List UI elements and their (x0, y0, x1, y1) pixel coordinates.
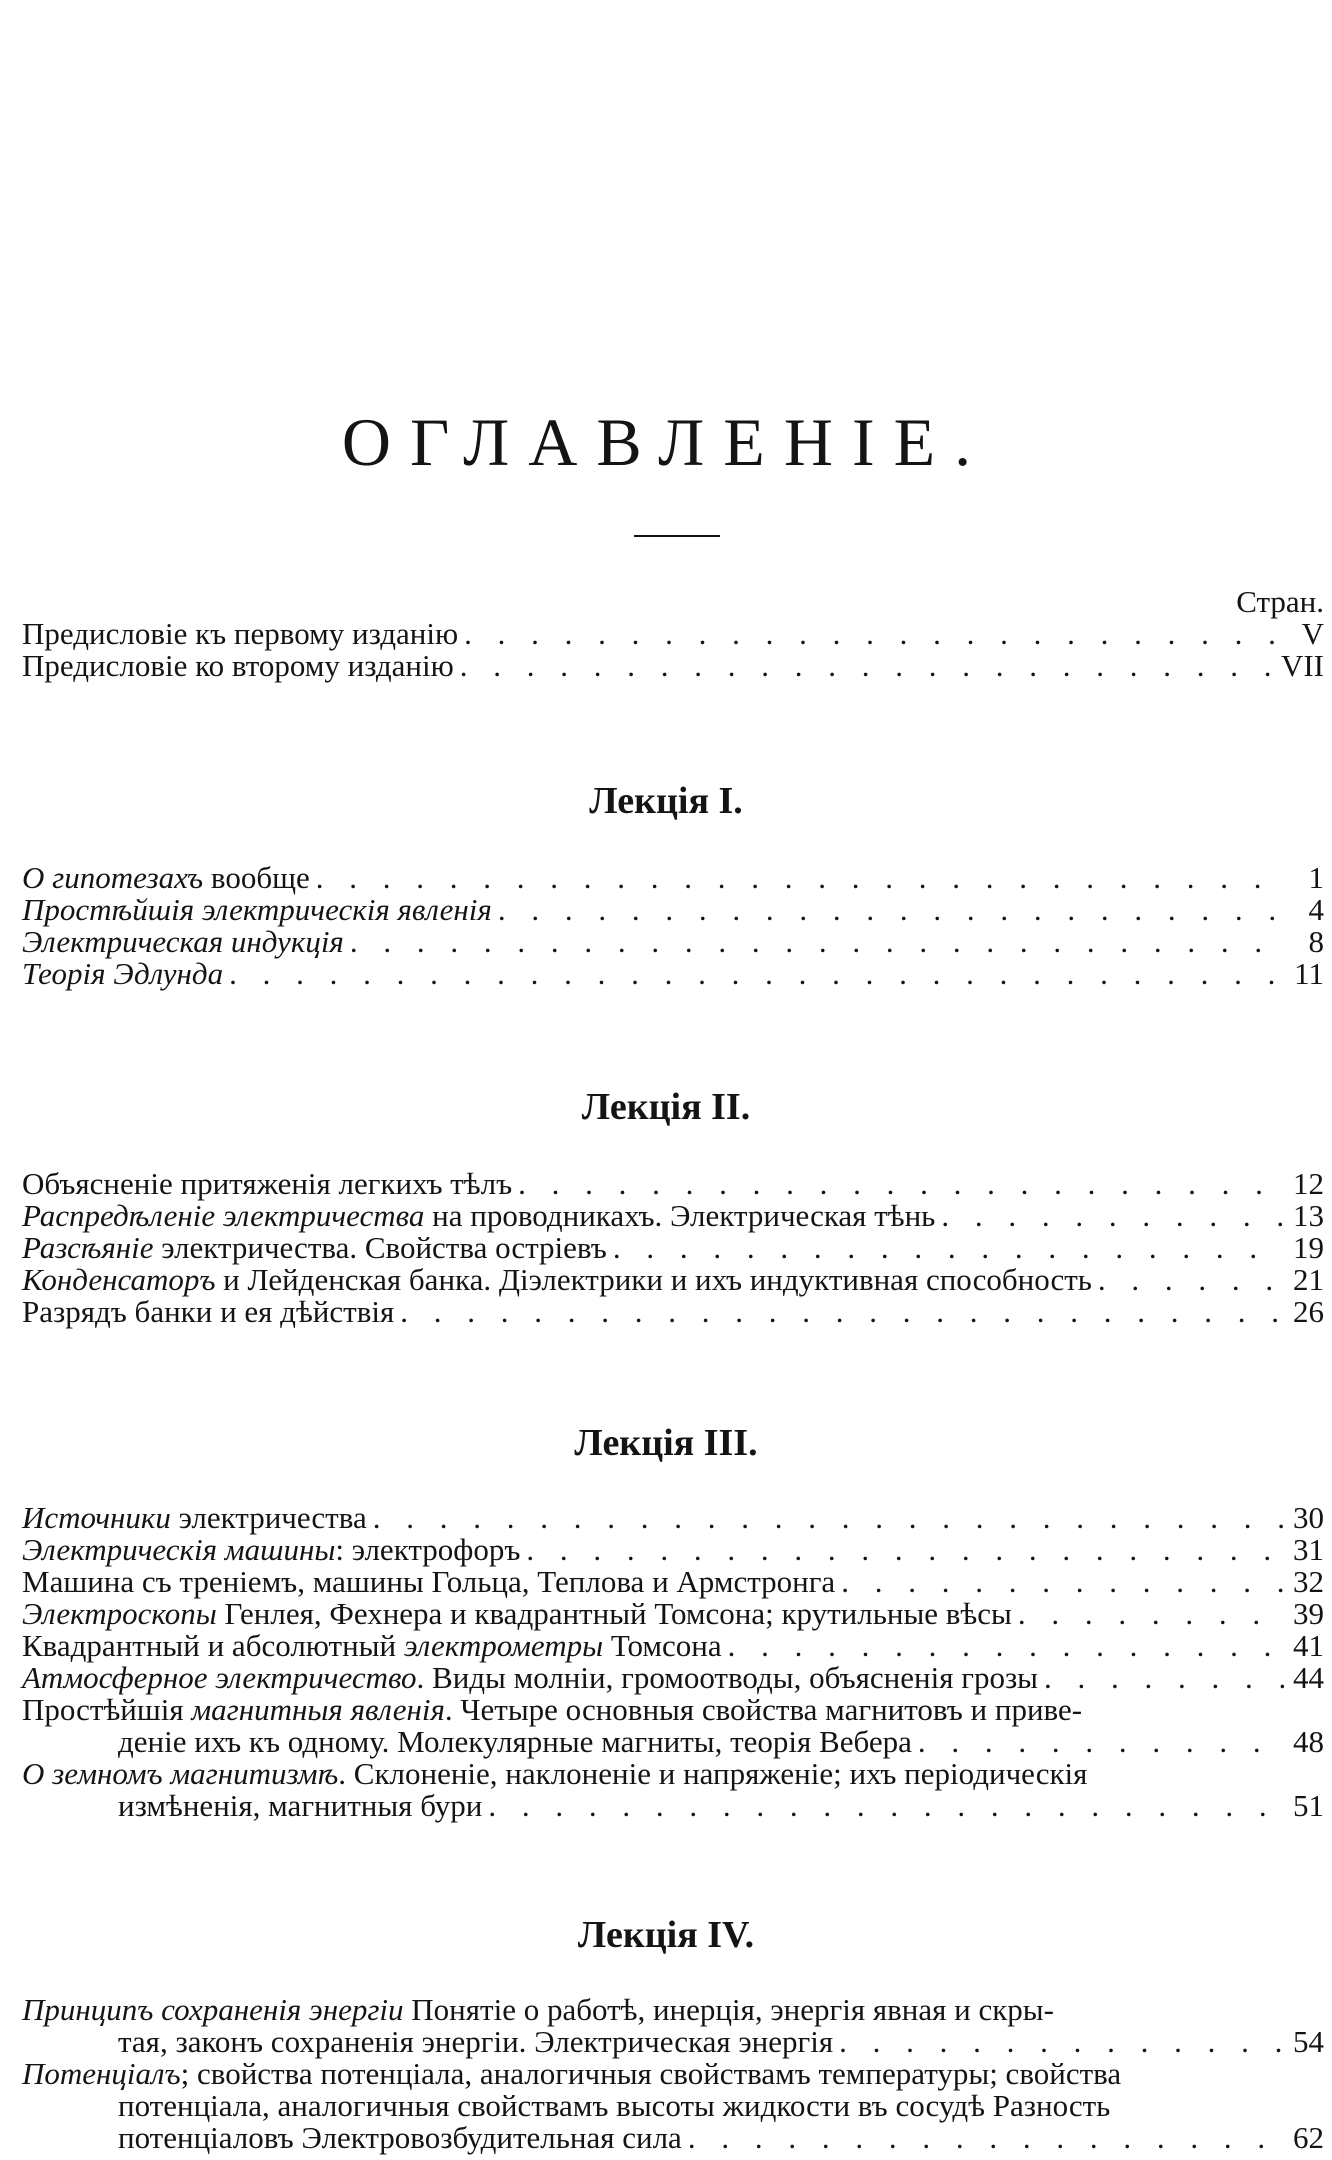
page-title: ОГЛАВЛЕНІЕ. (341, 404, 991, 480)
toc-entry: Разсѣяніе электричества. Свойства остріевъ . . . 19 (22, 1232, 1324, 1264)
toc-entry: Машина съ треніемъ, машины Гольца, Теплова и Армстронга . . . 32 (22, 1566, 1324, 1598)
lecture-3-list (22, 1502, 1324, 1822)
lecture-2-heading: Лекція II. (581, 1086, 751, 1128)
lecture-4-list (22, 1994, 1324, 2154)
preface-list (22, 618, 1324, 682)
toc-entry: О гипотезахъ вообще . . . 1 (22, 862, 1324, 894)
toc-entry: Атмосферное электричество. Виды молніи, громоотводы, объясненія грозы . . . 44 (22, 1662, 1324, 1694)
toc-entry-multiline: Простѣйшія магнитныя явленія. Четыре основныя свойства магнитовъ и приве- деніе ихъ къ одному. Молекулярные магниты, теорія Вебера . . . 48 (22, 1694, 1324, 1758)
toc-entry: Предисловіе къ первому изданію . . . V (22, 618, 1324, 650)
toc-entry: Электрическія машины: электрофоръ . . . 31 (22, 1534, 1324, 1566)
lecture-1-list (22, 862, 1324, 990)
toc-entry-multiline: Принципъ сохраненія энергіи Понятіе о работѣ, инерція, энергія явная и скры- тая, законъ сохраненія энергіи. Электрическая энергія . . . 54 (22, 1994, 1324, 2058)
toc-entry: Квадрантный и абсолютный электрометры Томсона . . . 41 (22, 1630, 1324, 1662)
toc-entry: Конденсаторъ и Лейденская банка. Діэлектрики и ихъ индуктивная способность . . . 21 (22, 1264, 1324, 1296)
toc-entry: Источники электричества . . . 30 (22, 1502, 1324, 1534)
toc-entry: Распредѣленіе электричества на проводникахъ. Электрическая тѣнь . . . 13 (22, 1200, 1324, 1232)
toc-entry: Электроскопы Генлея, Фехнера и квадрантный Томсона; крутильные вѣсы . . . 39 (22, 1598, 1324, 1630)
toc-entry: Объясненіе притяженія легкихъ тѣлъ . . . 12 (22, 1168, 1324, 1200)
lecture-3-heading: Лекція III. (574, 1422, 758, 1464)
toc-entry: Простѣйшія электрическія явленія . . . 4 (22, 894, 1324, 926)
title-divider (634, 535, 720, 537)
toc-entry: Теорія Эдлунда . . . 11 (22, 958, 1324, 990)
pages-column-label: Стран. (1236, 584, 1324, 619)
lecture-1-heading: Лекція I. (589, 780, 743, 822)
lecture-2-list (22, 1168, 1324, 1328)
toc-entry: Электрическая индукція . . . 8 (22, 926, 1324, 958)
toc-entry: Предисловіе ко второму изданію . . . VII (22, 650, 1324, 682)
lecture-4-heading: Лекція IV. (577, 1914, 755, 1956)
toc-entry-multiline: Потенціалъ; свойства потенціала, аналогичныя свойствамъ температуры; свойства потенціала, аналогичныя свойствамъ высоты жидкости въ сосудѣ Разность потенціаловъ Электровозбудительная сила . . . 62 (22, 2058, 1324, 2154)
toc-entry-multiline: О земномъ магнитизмѣ. Склоненіе, наклоненіе и напряженіе; ихъ періодическія измѣненія, магнитныя бури . . . 51 (22, 1758, 1324, 1822)
toc-entry: Разрядъ банки и ея дѣйствія . . . 26 (22, 1296, 1324, 1328)
